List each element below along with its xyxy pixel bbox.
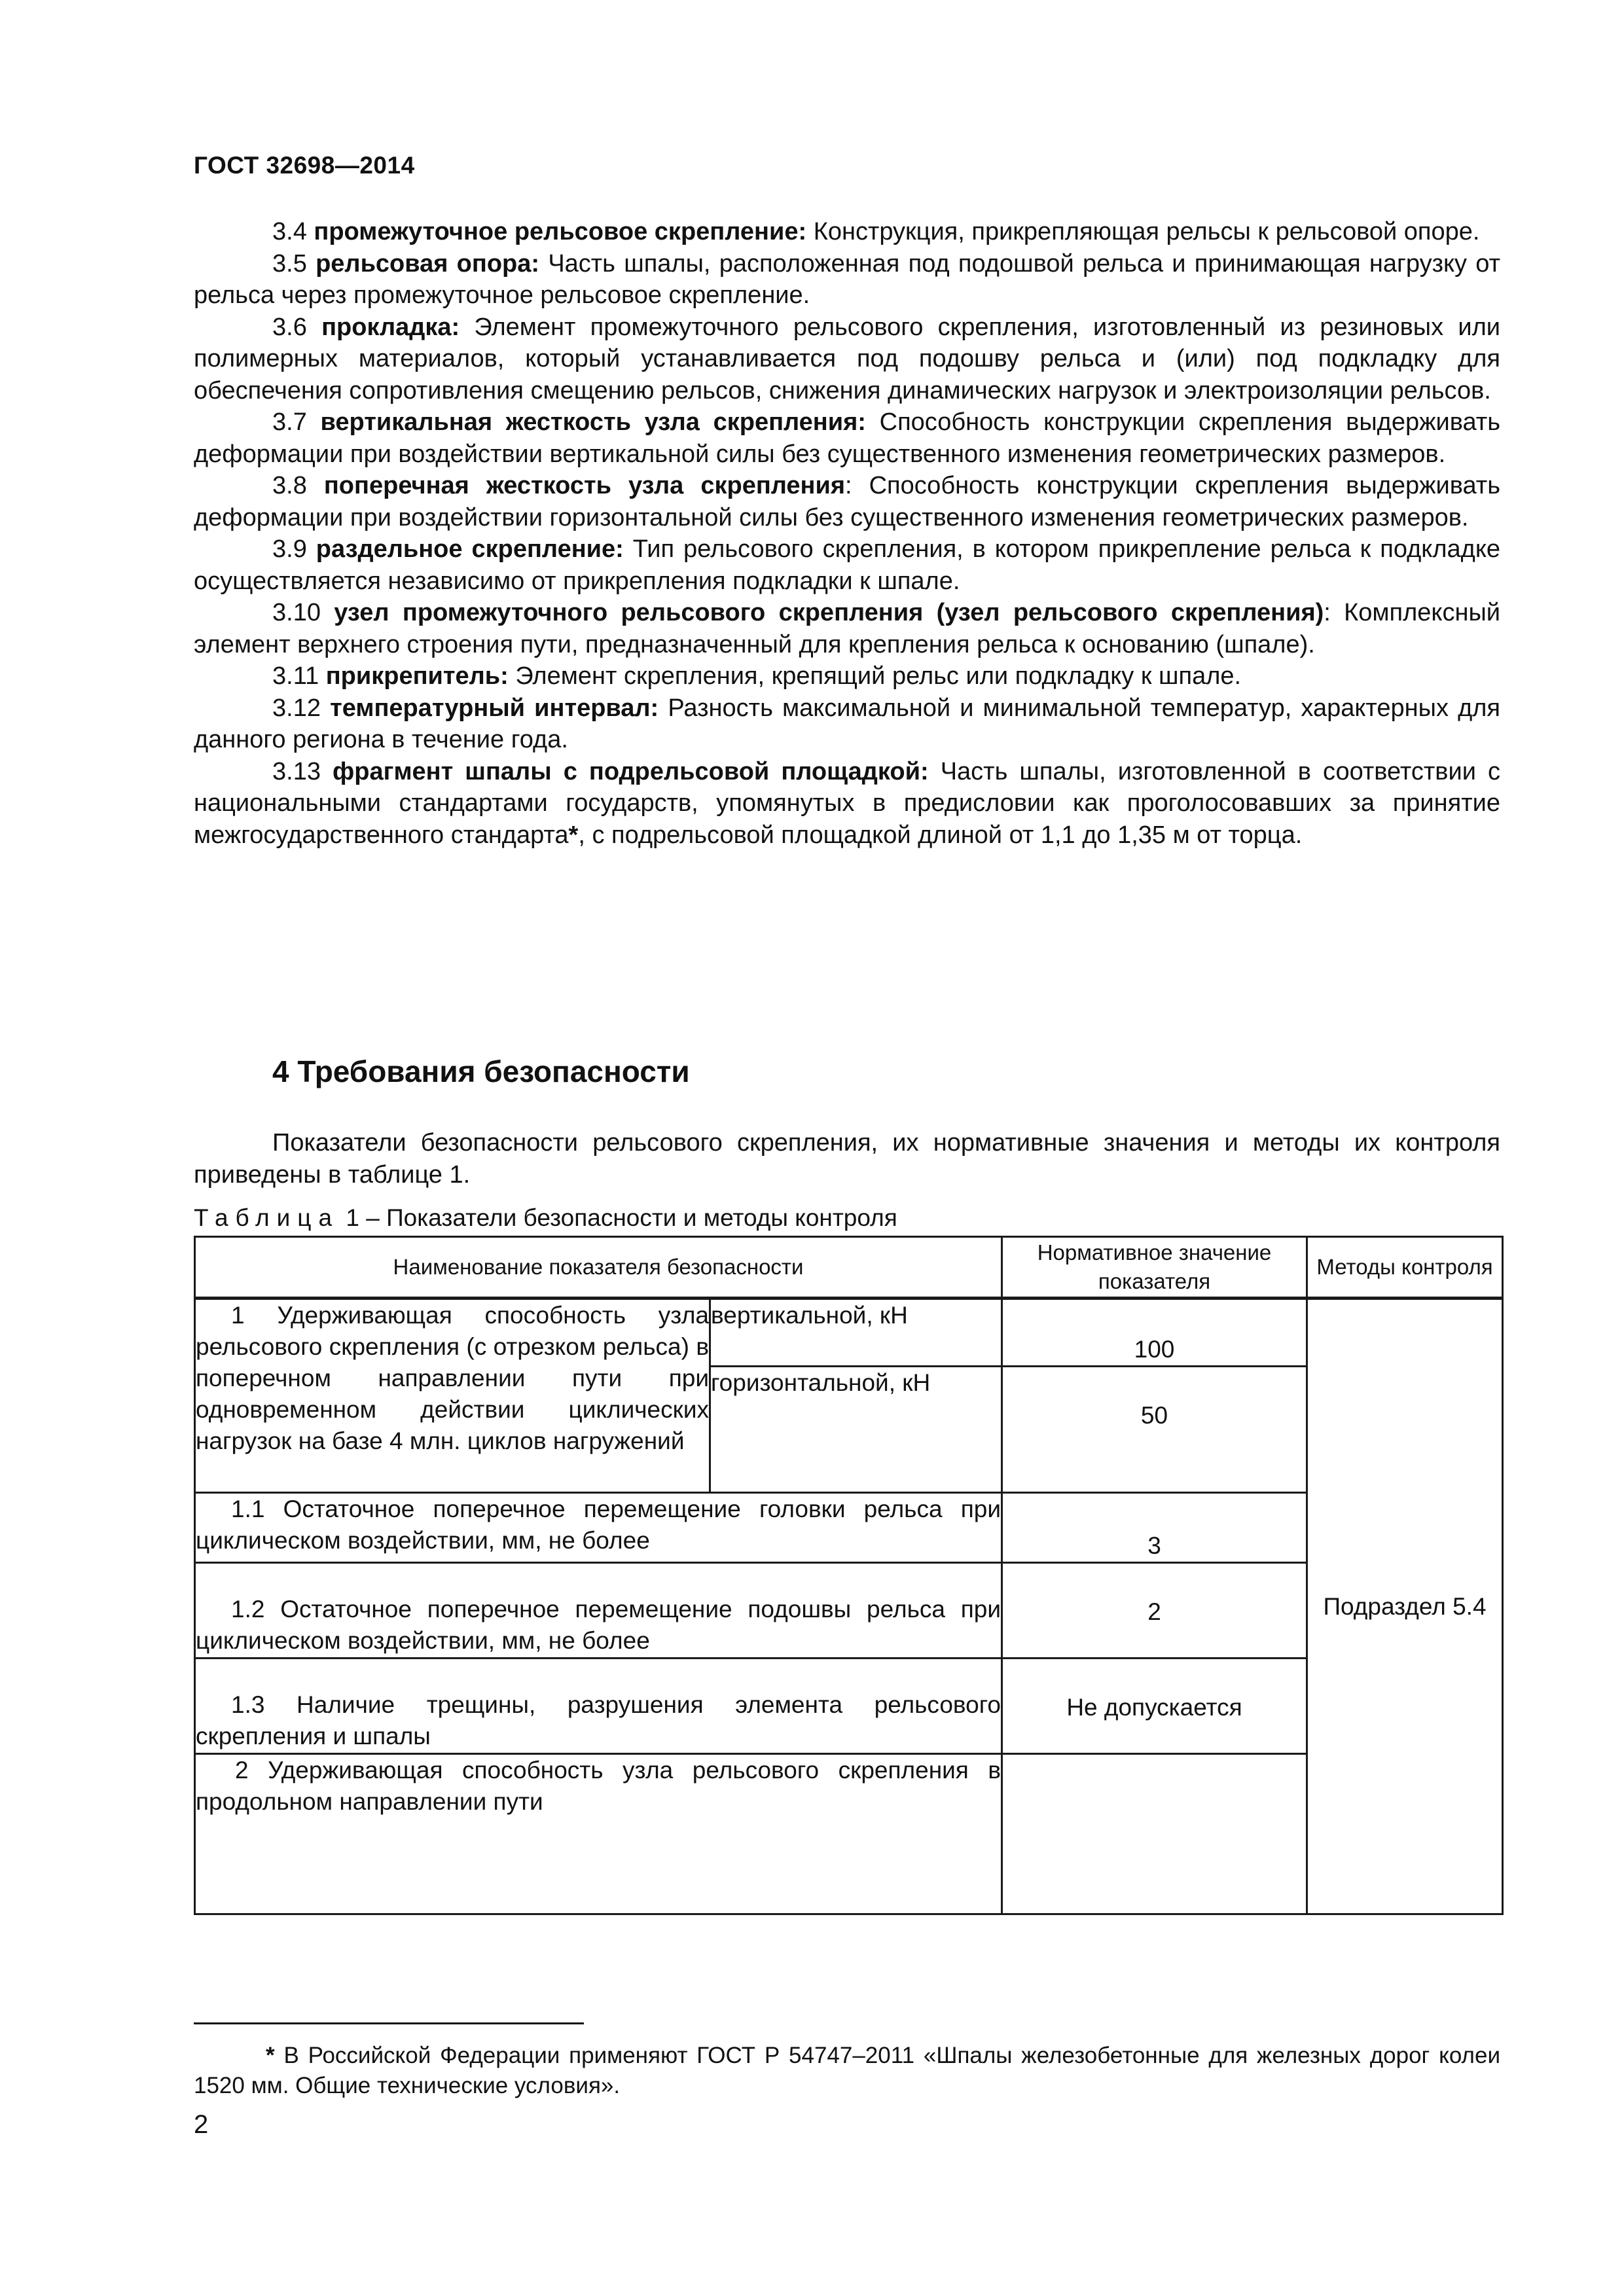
row-1-1-value: 3 (1002, 1493, 1307, 1563)
table-row (195, 1299, 1503, 1367)
term: прокладка: (321, 313, 460, 341)
row-1-1-indicator: 1.1 Остаточное поперечное перемещение головки рельса при циклическом воздействии, мм, не более (195, 1493, 1002, 1563)
table-caption (194, 1204, 897, 1232)
footnote-text: В Российской Федерации применяют ГОСТ Р 54747–2011 «Шпалы железобетонные для железных дорог колеи 1520 мм. Общие технические условия». (194, 2043, 1500, 2098)
table-row (195, 1754, 1503, 1914)
definition-3-7: 3.7 вертикальная жесткость узла скрепления: Способность конструкции скрепления выдерживать деформации при воздействии вертикальной силы без существенного изменения геометрических размеров. (194, 408, 1501, 468)
term: вертикальная жесткость узла скрепления: (320, 408, 866, 436)
term: раздельное скрепление: (316, 535, 624, 563)
footnote (194, 2041, 1500, 2101)
definition-3-13: 3.13 фрагмент шпалы с подрельсовой площадкой: Часть шпалы, изготовленной в соответствии с национальными стандартами государств, упомянутых в предисловии как проголосовавших за принятие межгосударственного стандарта*, с подрельсовой площадкой длиной от 1,1 до 1,35 м от торца. (194, 757, 1500, 849)
section-4-title: 4 Требования безопасности (272, 1054, 690, 1088)
header-normative-value: Нормативное значение показателя (1002, 1237, 1307, 1299)
definition-3-8: 3.8 поперечная жесткость узла скрепления: Способность конструкции скрепления выдерживать деформации при воздействии горизонтальной силы без существенного изменения геометрических размеров. (194, 472, 1500, 531)
row-2-indicator: 2 Удерживающая способность узла рельсового скрепления в продольном направлении пути (195, 1754, 1002, 1914)
term: промежуточное рельсовое скрепление: (314, 218, 807, 245)
row-1-3-value: Не допускается (1002, 1659, 1307, 1754)
footnote-marker: * (568, 821, 579, 849)
term: температурный интервал: (330, 694, 659, 722)
definitions-block (194, 216, 1500, 851)
row-1-3-indicator: 1.3 Наличие трещины, разрушения элемента рельсового скрепления и шпалы (195, 1659, 1002, 1754)
intro-paragraph: Показатели безопасности рельсового скрепления, их нормативные значения и методы их контроля приведены в таблице 1. (194, 1129, 1500, 1189)
table-header-row (195, 1237, 1503, 1299)
footnote-separator (194, 2022, 584, 2024)
row-1-indicator: 1 Удерживающая способность узла рельсового скрепления (с отрезком рельса) в поперечном направлении пути при одновременном действии циклических нагрузок на базе 4 млн. циклов нагружений (195, 1299, 710, 1493)
term: рельсовая опора: (316, 249, 540, 278)
definition-3-9: 3.9 раздельное скрепление: Тип рельсового скрепления, в котором прикрепление рельса к подкладке осуществляется независимо от прикрепления подкладки к шпале. (194, 535, 1501, 595)
document-code-header: ГОСТ 32698—2014 (194, 152, 415, 179)
row-1-2-indicator: 1.2 Остаточное поперечное перемещение подошвы рельса при циклическом воздействии, мм, не более (195, 1563, 1002, 1659)
definition-3-4: 3.4 промежуточное рельсовое скрепление: Конструкция, прикрепляющая рельсы к рельсовой опоре. (272, 218, 1480, 245)
row-2-value (1002, 1754, 1307, 1914)
table-caption-text: 1 – Показатели безопасности и методы контроля (346, 1204, 897, 1231)
definition-3-11: 3.11 прикрепитель: Элемент скрепления, крепящий рельс или подкладку к шпале. (272, 662, 1242, 690)
definition-3-12: 3.12 температурный интервал: Разность максимальной и минимальной температур, характерных для данного региона в течение года. (194, 694, 1501, 753)
table-caption-word: Таблица (194, 1204, 340, 1231)
page-number: 2 (194, 2110, 209, 2139)
row-1-sub-vertical-label: вертикальной, кН (710, 1299, 1002, 1367)
table-row (195, 1563, 1503, 1659)
row-1-sub-horizontal-label: горизонтальной, кН (710, 1367, 1002, 1493)
header-indicator-name: Наименование показателя безопасности (195, 1237, 1002, 1299)
term: прикрепитель: (325, 662, 509, 690)
row-1-sub-vertical-value: 100 (1002, 1299, 1307, 1367)
definition-3-5: 3.5 рельсовая опора: Часть шпалы, расположенная под подошвой рельса и принимающая нагрузку от рельса через промежуточное рельсовое скрепление. (194, 249, 1501, 309)
footnote-marker: * (266, 2043, 275, 2068)
row-1-sub-horizontal-value: 50 (1002, 1367, 1307, 1493)
control-methods-cell: Подраздел 5.4 (1307, 1299, 1503, 1914)
table-row (195, 1659, 1503, 1754)
definition-3-6: 3.6 прокладка: Элемент промежуточного рельсового скрепления, изготовленный из резиновых или полимерных материалов, который устанавливается под подошву рельса и (или) под подкладку для обеспечения сопротивления смещению рельсов, снижения динамических нагрузок и электроизоляции рельсов. (194, 313, 1500, 404)
row-1-2-value: 2 (1002, 1563, 1307, 1659)
header-control-methods: Методы контроля (1307, 1237, 1503, 1299)
table-row (195, 1493, 1503, 1563)
term: узел промежуточного рельсового скрепления (узел рельсового скрепления) (334, 599, 1324, 626)
term: фрагмент шпалы с подрельсовой площадкой: (333, 757, 929, 785)
section-4-intro (194, 1127, 1500, 1191)
term: поперечная жесткость узла скрепления (323, 472, 846, 499)
definition-3-10: 3.10 узел промежуточного рельсового скрепления (узел рельсового скрепления): Комплексный элемент верхнего строения пути, предназначенный для крепления рельса к основанию (шпале). (194, 599, 1500, 658)
safety-indicators-table (194, 1236, 1504, 1915)
